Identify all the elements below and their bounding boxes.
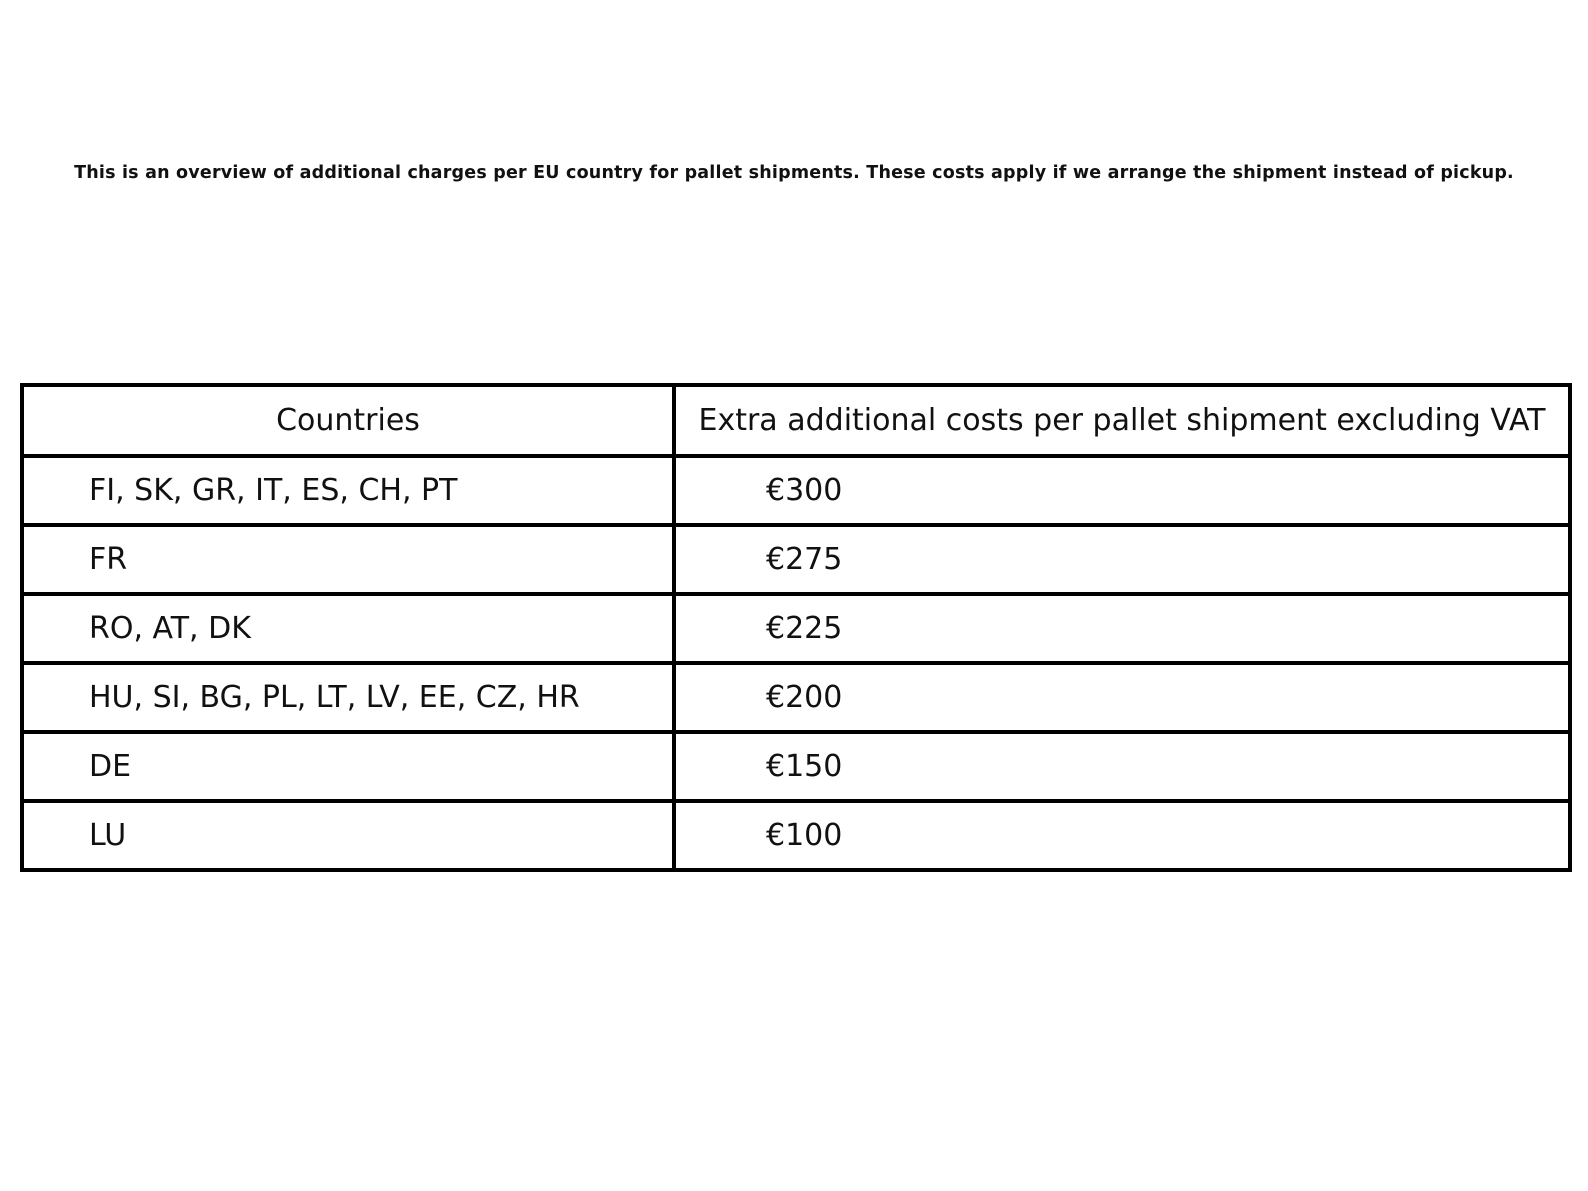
countries-cell: RO, AT, DK [22, 594, 674, 663]
table-body [22, 456, 1570, 870]
table-row [22, 525, 1570, 594]
table-row [22, 663, 1570, 732]
table-row [22, 456, 1570, 525]
table-row [22, 594, 1570, 663]
cost-cell: €300 [674, 456, 1570, 525]
table-row [22, 732, 1570, 801]
countries-cell: DE [22, 732, 674, 801]
table-row [22, 801, 1570, 870]
cost-cell: €200 [674, 663, 1570, 732]
cost-cell: €100 [674, 801, 1570, 870]
countries-cell: FR [22, 525, 674, 594]
column-header-countries: Countries [22, 385, 674, 456]
cost-cell: €225 [674, 594, 1570, 663]
intro-text: This is an overview of additional charges per EU country for pallet shipments. These costs apply if we arrange the shipment instead of pickup. [74, 163, 1514, 183]
cost-cell: €275 [674, 525, 1570, 594]
countries-cell: FI, SK, GR, IT, ES, CH, PT [22, 456, 674, 525]
cost-cell: €150 [674, 732, 1570, 801]
countries-cell: LU [22, 801, 674, 870]
countries-cell: HU, SI, BG, PL, LT, LV, EE, CZ, HR [22, 663, 674, 732]
pallet-charges-table [20, 383, 1572, 872]
column-header-extra-costs: Extra additional costs per pallet shipment excluding VAT [674, 385, 1570, 456]
table-header-row [22, 385, 1570, 456]
